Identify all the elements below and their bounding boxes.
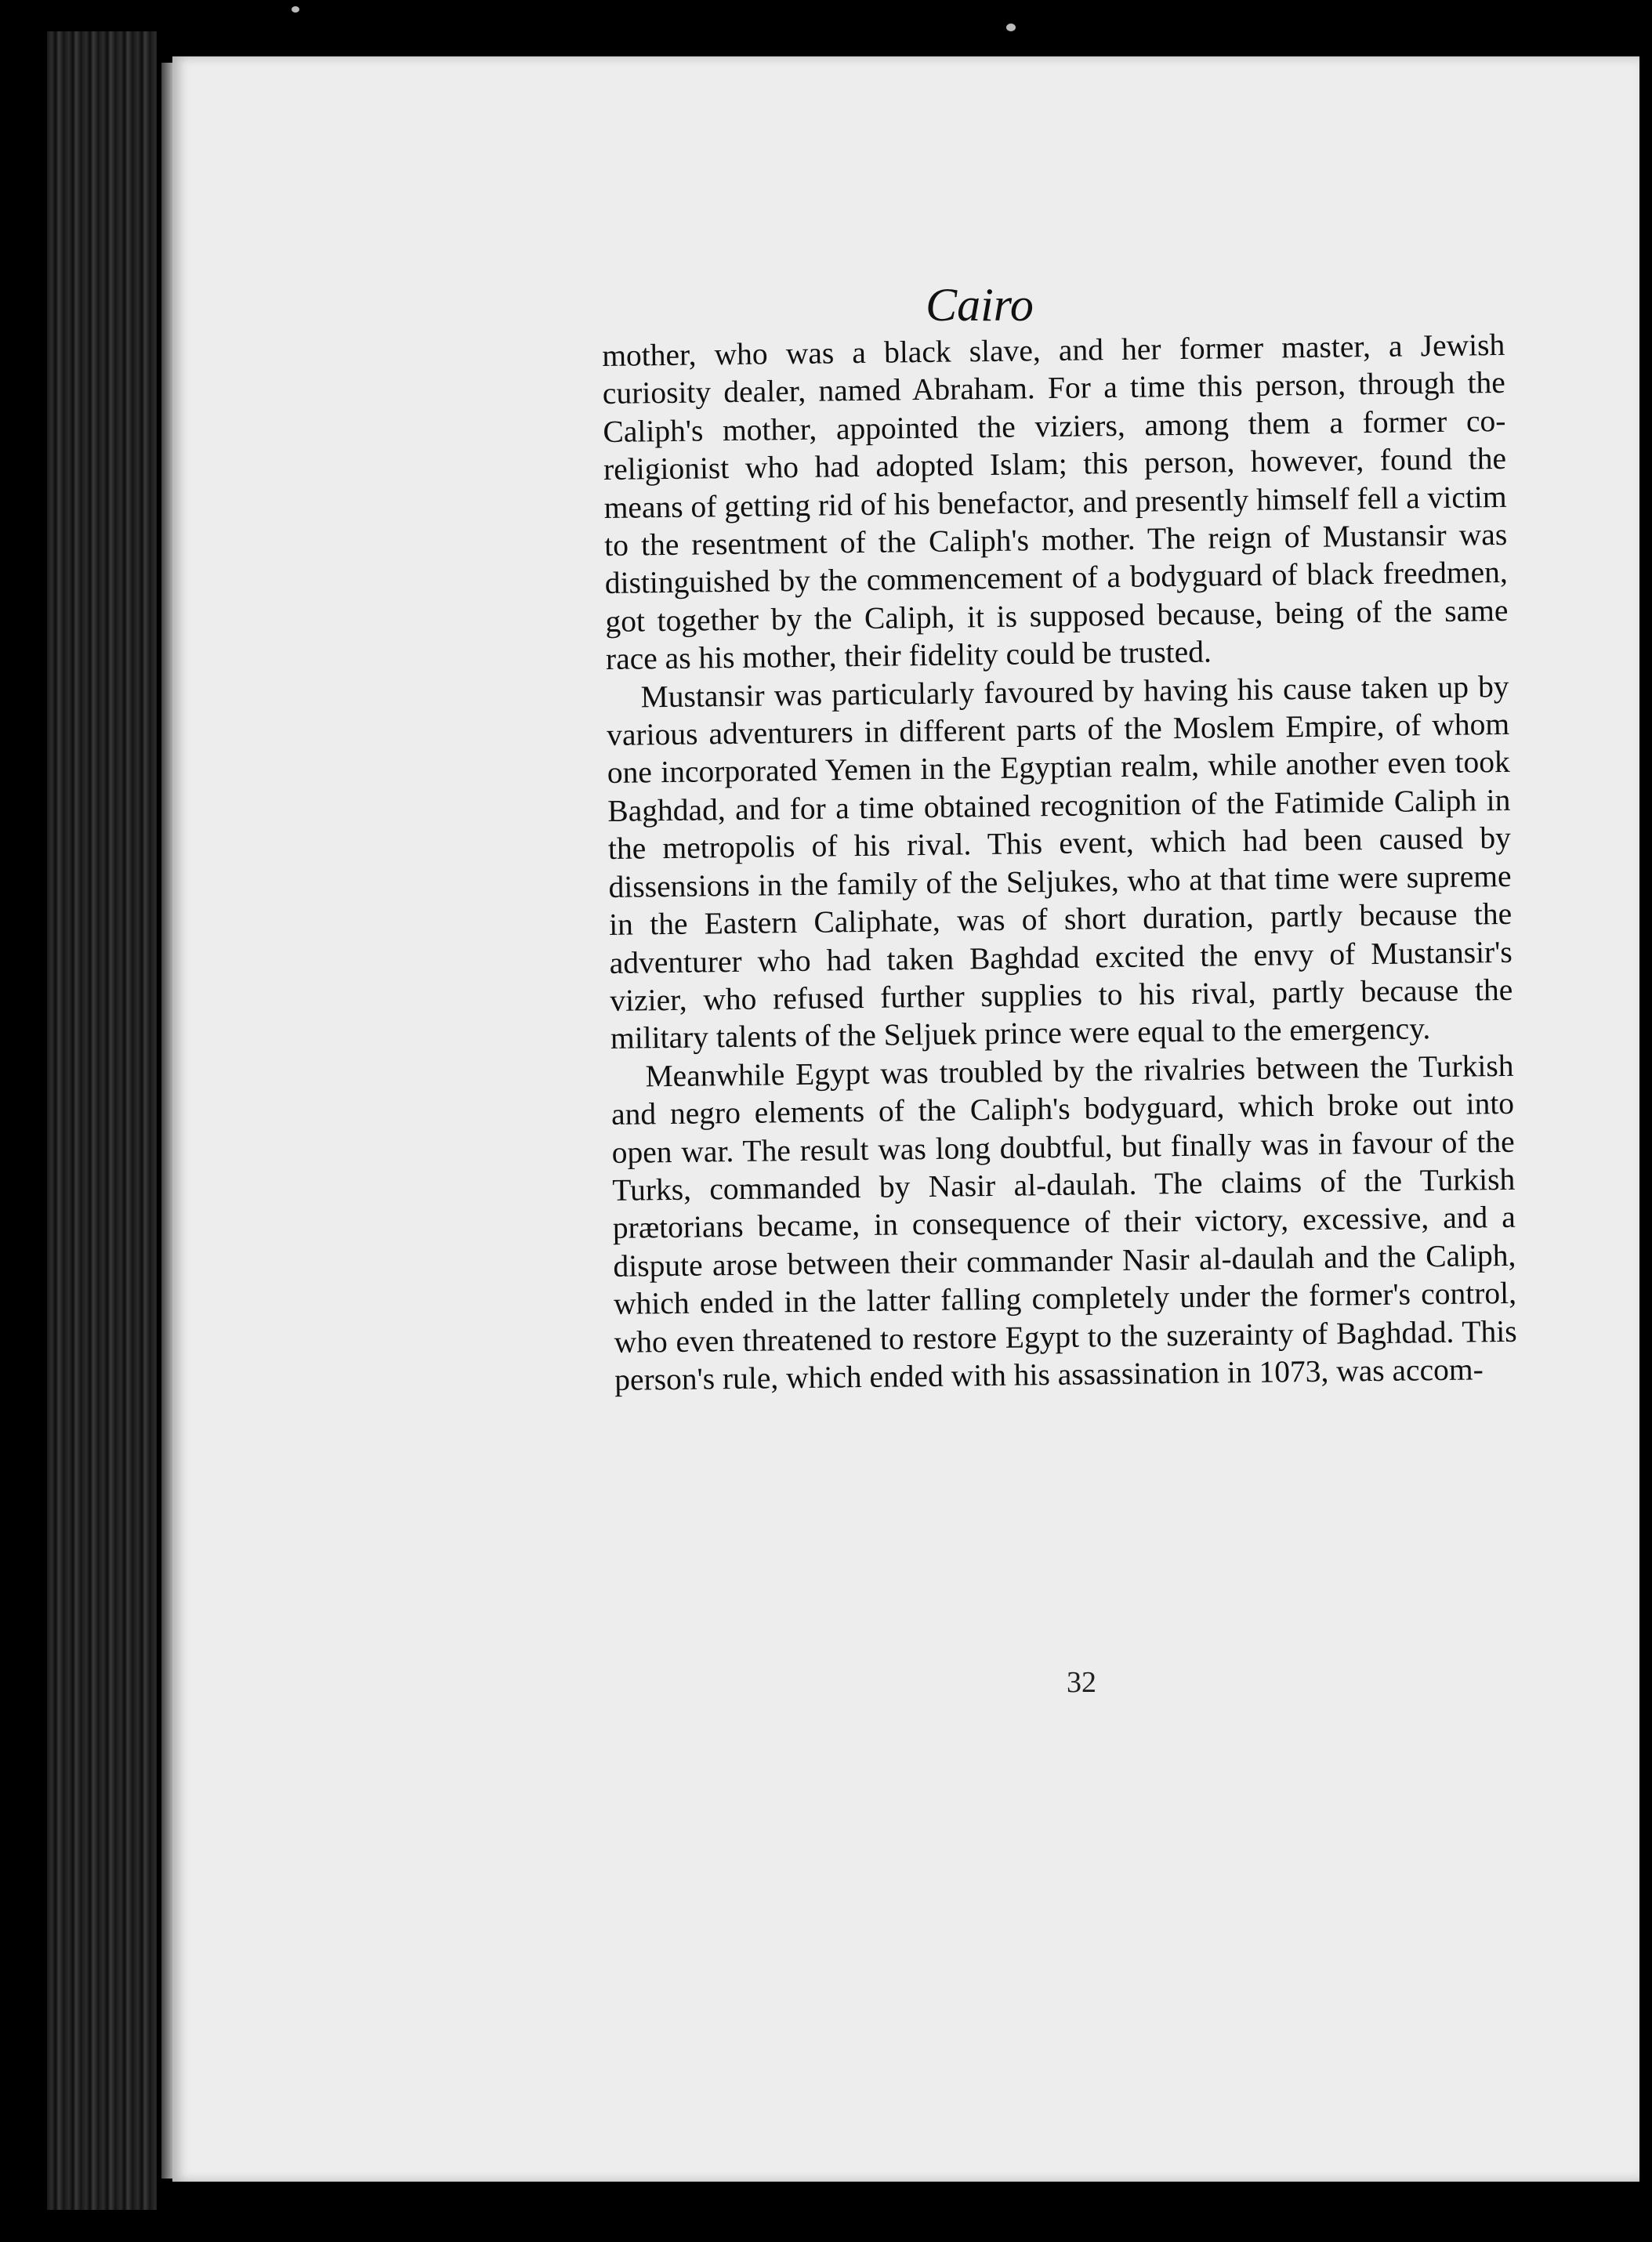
running-head: Cairo (926, 279, 1034, 331)
page-number: 32 (1067, 1666, 1096, 1699)
paragraph-1: mother, who was a black slave, and her former master, a Jewish curiosity dealer, named Abraham. For a time this person, through the Caliph's mother, appointed the viziers, among them a former co-religionist who had adopted Islam; this person, however, found the means of getting rid of his benefactor, and presently himself fell a victim to the resentment of the Caliph's mother. The reign of Mustansir was distinguished by the commencement of a bodyguard of black freedmen, got together by the Caliph, it is supposed because, being of the same race as his mother, their fidelity could be trusted. (602, 327, 1509, 677)
book-spine-shadow (47, 31, 157, 2210)
page-edge (161, 63, 172, 2179)
paragraph-3: Meanwhile Egypt was troubled by the rivalries between the Turkish and negro elements of the Caliph's bodyguard, which broke out into open war. The result was long doubtful, but finally was in favour of the Turks, commanded by Nasir al-daulah. The claims of the Turkish prætorians became, in consequence of their victory, excessive, and a dispute arose between their commander Nasir al-daulah and the Caliph, which ended in the latter falling completely under the former's control, who even threatened to restore Egypt to the suzerainty of Baghdad. This person's rule, which ended with his assassination in 1073, was accom- (610, 1048, 1517, 1397)
scan-speck (1006, 24, 1016, 31)
scan-speck (292, 6, 299, 13)
body-text (602, 326, 1517, 1399)
paragraph-2: Mustansir was particularly favoured by having his cause taken up by various adventurers in different parts of the Moslem Empire, of whom one incorporated Yemen in the Egyptian realm, while another even took Baghdad, and for a time obtained recognition of the Fatimide Caliph in the metropolis of his rival. This event, which had been caused by dissensions in the family of the Seljukes, who at that time were supreme in the Eastern Caliphate, was of short duration, partly because the adventurer who had taken Baghdad excited the envy of Mustansir's vizier, who refused further supplies to his rival, partly because the military talents of the Seljuek prince were equal to the emergency. (606, 668, 1513, 1056)
